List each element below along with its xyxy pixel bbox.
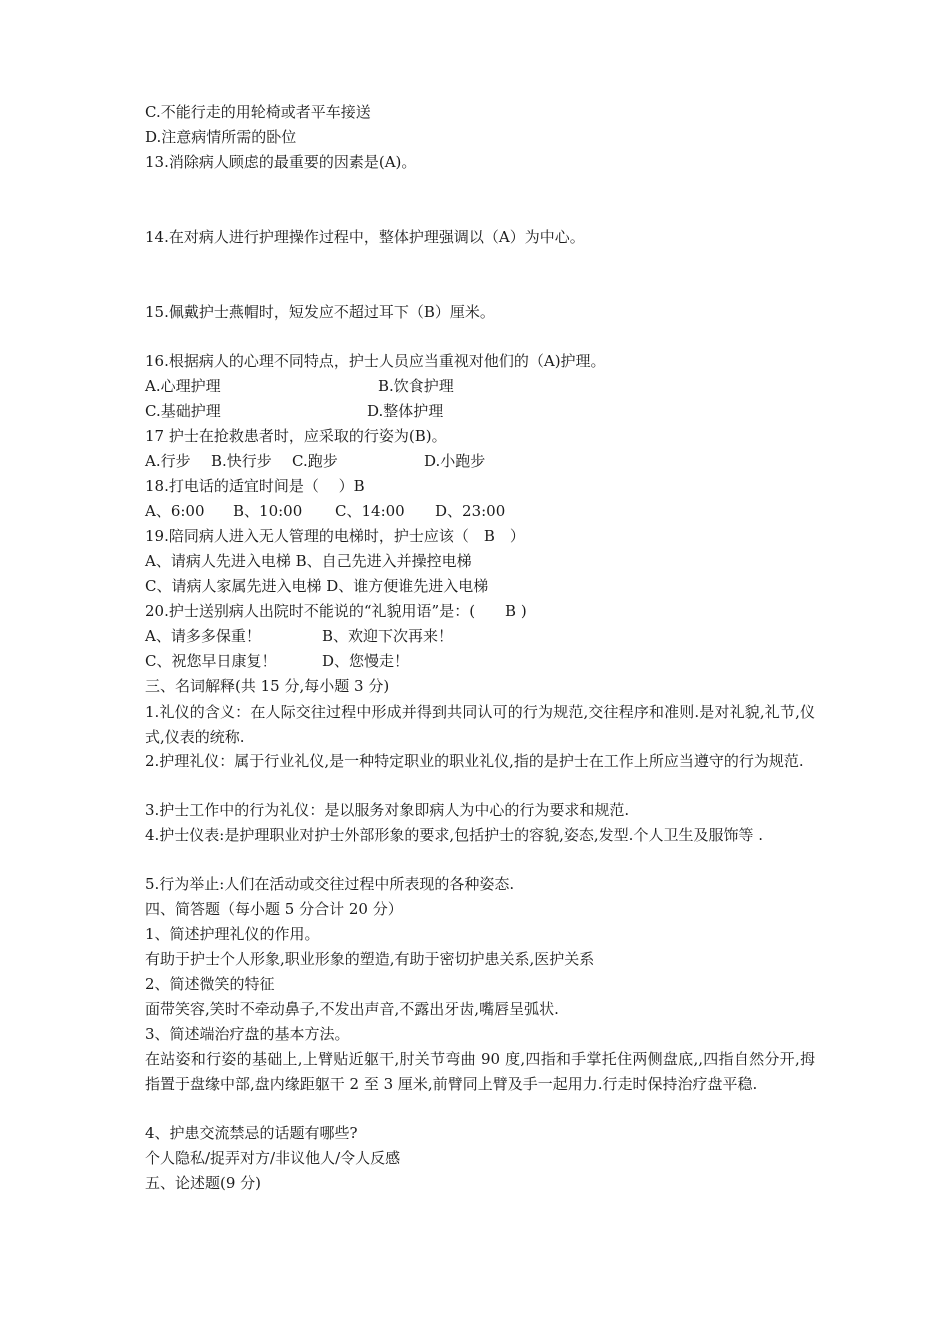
option-a: A、请多多保重！ [145, 627, 261, 645]
option-d-line: D.注意病情所需的卧位 [145, 128, 297, 146]
question-14: 14.在对病人进行护理操作过程中，整体护理强调以（A）为中心。 [145, 228, 585, 246]
option-b: B.饮食护理 [378, 377, 454, 395]
definition-4: 4.护士仪表:是护理职业对护士外部形象的要求,包括护士的容貌,姿态,发型.个人卫生及服饰等 . [145, 826, 763, 844]
definition-5: 5.行为举止:人们在活动或交往过程中所表现的各种姿态. [145, 875, 515, 893]
option-a: A.心理护理 [145, 377, 221, 395]
option-a: A、6:00 [145, 502, 205, 520]
short-answer-2: 面带笑容,笑时不牵动鼻子,不发出声音,不露出牙齿,嘴唇呈弧状. [145, 1000, 559, 1018]
definition-2: 2.护理礼仪：属于行业礼仪,是一种特定职业的职业礼仪,指的是护士在工作上所应当遵守的行为规范. [145, 752, 804, 770]
short-question-4: 4、护患交流禁忌的话题有哪些? [145, 1124, 358, 1142]
option-c-line: C.不能行走的用轮椅或者平车接送 [145, 103, 371, 121]
question-19-options-cd: C、请病人家属先进入电梯 D、谁方便谁先进入电梯 [145, 577, 489, 595]
short-answer-4: 个人隐私/捉弄对方/非议他人/令人反感 [145, 1149, 401, 1167]
short-question-3: 3、简述端治疗盘的基本方法。 [145, 1025, 350, 1043]
question-20: 20.护士送别病人出院时不能说的“礼貌用语”是：( B ) [145, 602, 527, 620]
question-19: 19.陪同病人进入无人管理的电梯时，护士应该（ B ） [145, 527, 525, 545]
definition-1: 1.礼仪的含义：在人际交往过程中形成并得到共同认可的行为规范,交往程序和准则.是对礼貌,礼节,仪式,仪表的统称. [145, 703, 815, 746]
option-d: D.整体护理 [367, 402, 444, 420]
short-question-1: 1、简述护理礼仪的作用。 [145, 925, 320, 943]
option-c: C.跑步 [292, 452, 338, 470]
option-b: B、欢迎下次再来！ [322, 627, 454, 645]
question-17: 17 护士在抢救患者时，应采取的行姿为(B)。 [145, 427, 447, 445]
section-3-heading: 三、名词解释(共 15 分,每小题 3 分) [145, 677, 390, 695]
option-c: C.基础护理 [145, 402, 221, 420]
question-13: 13.消除病人顾虑的最重要的因素是(A)。 [145, 153, 417, 171]
question-15: 15.佩戴护士燕帽时，短发应不超过耳下（B）厘米。 [145, 303, 495, 321]
short-question-2: 2、简述微笑的特征 [145, 975, 275, 993]
option-c: C、14:00 [335, 502, 405, 520]
section-4-heading: 四、简答题（每小题 5 分合计 20 分） [145, 900, 403, 918]
question-19-options-ab: A、请病人先进入电梯 B、自己先进入并操控电梯 [145, 552, 472, 570]
option-b: B.快行步 [211, 452, 272, 470]
section-5-heading: 五、论述题(9 分) [145, 1174, 262, 1192]
question-18: 18.打电话的适宜时间是（ ）B [145, 477, 365, 495]
short-answer-1: 有助于护士个人形象,职业形象的塑造,有助于密切护患关系,医护关系 [145, 950, 595, 968]
definition-3: 3.护士工作中的行为礼仪：是以服务对象即病人为中心的行为要求和规范. [145, 801, 630, 819]
option-d: D.小跑步 [424, 452, 486, 470]
option-a: A.行步 [145, 452, 191, 470]
option-b: B、10:00 [233, 502, 303, 520]
short-answer-3: 在站姿和行姿的基础上,上臂贴近躯干,肘关节弯曲 90 度,四指和手掌托住两侧盘底,,四指自然分开,拇指置于盘缘中部,盘内缘距躯干 2 至 3 厘米,前臂同上臂及手一起用力.行走时保持治疗盘平稳. [145, 1050, 815, 1093]
option-d: D、23:00 [435, 502, 506, 520]
option-c: C、祝您早日康复！ [145, 652, 277, 670]
option-d: D、您慢走！ [322, 652, 410, 670]
question-16: 16.根据病人的心理不同特点，护士人员应当重视对他们的（A)护理。 [145, 352, 606, 370]
